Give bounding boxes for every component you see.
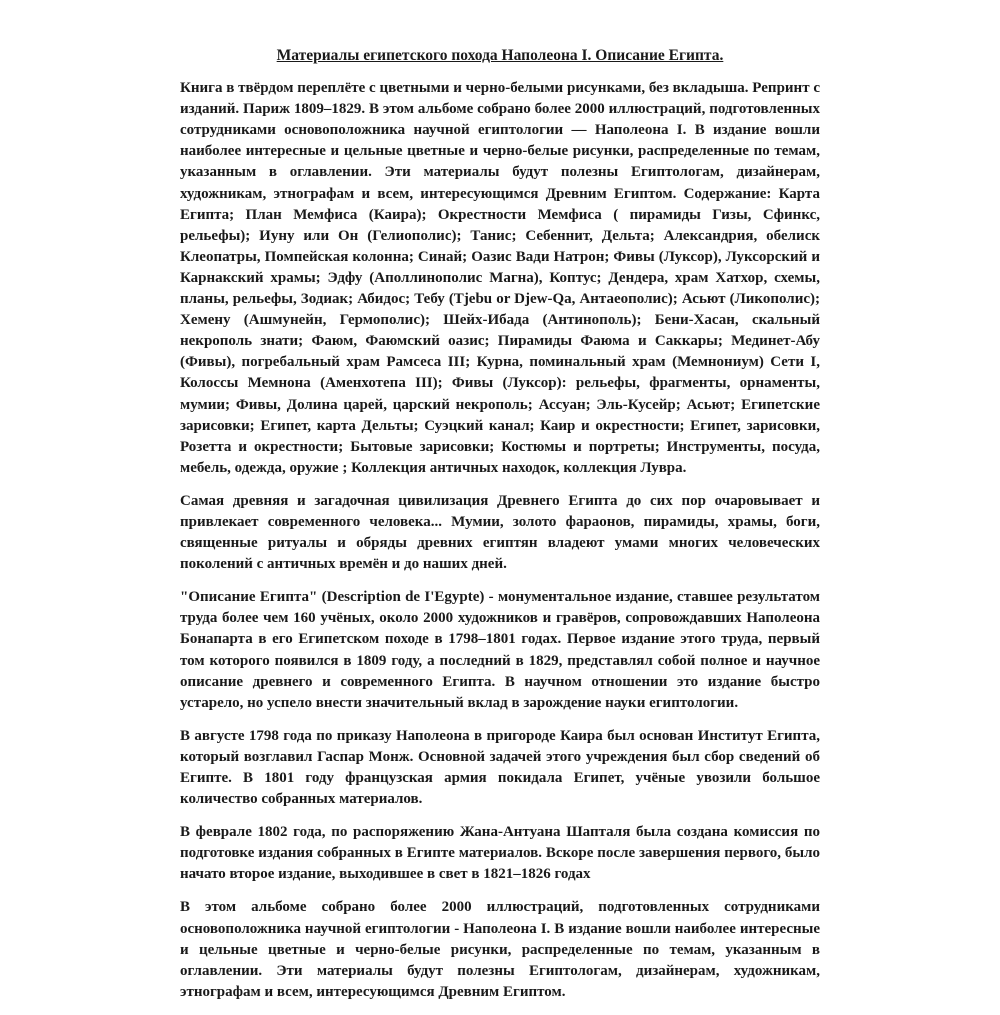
- paragraph-ancient-civilization: Самая древняя и загадочная цивилизация Древнего Египта до сих пор очаровывает и привлекает современного человека... Мумии, золото фараонов, пирамиды, храмы, боги, священные ритуалы и обряды древних египтян владеют умами многих человеческих поколений с античных времён и до наших дней.: [180, 492, 820, 573]
- document-title: Материалы египетского похода Наполеона I. Описание Египта.: [276, 47, 724, 64]
- paragraph-commission-1802: В феврале 1802 года, по распоряжению Жана-Антуана Шапталя была создана комиссия по подготовке издания собранных в Египте материалов. Вскоре после завершения первого, было начато второе издание, выходившее в свет в 1821–1826 годах: [180, 824, 820, 883]
- document-page: [180, 45, 820, 1015]
- paragraph-book-description: Книга в твёрдом переплёте с цветными и черно-белыми рисунками, без вкладыша. Репринт с изданий. Париж 1809–1829. В этом альбоме собрано более 2000 иллюстраций, подготовленных сотрудниками основоположника научной египтологии — Наполеона I. В издание вошли наиболее интересные и цельные цветные и черно-белые рисунки, распределенные по темам, указанным в оглавлении. Эти материалы будут полезны Египтологам, дизайнерам, художникам, этнографам и всем, интересующимся Древним Египтом. Содержание: Карта Египта; План Мемфиса (Каира); Окрестности Мемфиса ( пирамиды Гизы, Сфинкс, рельефы); Иуну или Он (Гелиополис); Танис; Себеннит, Дельта; Александрия, обелиск Клеопатры, Помпейская колонна; Синай; Оазис Вади Натрон; Фивы (Луксор), Луксорский и Карнакский храмы; Эдфу (Аполлинополис Магна), Коптус; Дендера, храм Хатхор, схемы, планы, рельефы, Зодиак; Абидос; Тебу (Tjebu or Djew-Qa, Антаеополис); Асьют (Ликополис); Хемену (Ашмунейн, Гермополис); Шейх-Ибада (Антинополь); Бени-Хасан, скальный некрополь знати; Фаюм, Фаюмский оазис; Пирамиды Фаюма и Саккары; Мединет-Абу (Фивы), погребальный храм Рамсеса III; Курна, поминальный храм (Мемнониум) Сети I, Колоссы Мемнона (Аменхотепа III); Фивы (Луксор): рельефы, фрагменты, орнаменты, мумии; Фивы, Долина царей, царский некрополь; Ассуан; Эль-Кусейр; Асьют; Египетские зарисовки; Египет, карта Дельты; Суэцкий канал; Каир и окрестности; Египет, зарисовки, Розетта и окрестности; Бытовые зарисовки; Костюмы и портреты; Инструменты, посуда, мебель, одежда, оружие ; Коллекция античных находок, коллекция Лувра.: [180, 80, 820, 476]
- paragraph-institute-of-egypt: В августе 1798 года по приказу Наполеона в пригороде Каира был основан Институт Египта, который возглавил Гаспар Монж. Основной задачей этого учреждения был сбор сведений об Египте. В 1801 году французская армия покидала Египет, учёные увозили большое количество собранных материалов.: [180, 727, 820, 808]
- paragraph-album-summary: В этом альбоме собрано более 2000 иллюстраций, подготовленных сотрудниками основоположника научной египтологии - Наполеона I. В издание вошли наиболее интересные и цельные цветные и черно-белые рисунки, распределенные по темам, указанным в оглавлении. Эти материалы будут полезны Египтологам, дизайнерам, художникам, этнографам и всем, интересующимся Древним Египтом.: [180, 899, 820, 1000]
- paragraph-description-de-legypte: "Описание Египта" (Description de I'Egypte) - монументальное издание, ставшее результатом труда более чем 160 учёных, около 2000 художников и гравёров, сопровождавших Наполеона Бонапарта в его Египетском походе в 1798–1801 годах. Первое издание этого труда, первый том которого появился в 1809 году, а последний в 1829, представлял собой полное и научное описание древнего и современного Египта. В научном отношении это издание быстро устарело, но успело внести значительный вклад в зарождение науки египтологии.: [180, 589, 820, 711]
